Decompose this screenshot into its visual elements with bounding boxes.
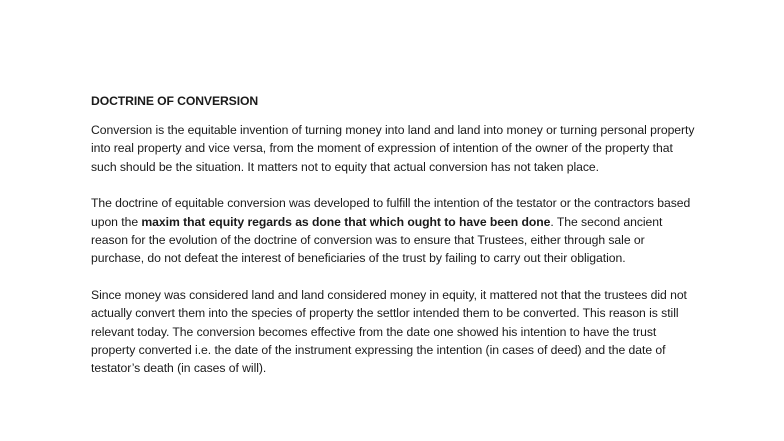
paragraph-definition: Conversion is the equitable invention of turning money into land and land into money or turning personal property into real property and vice versa, from the moment of expression of intention of the owner of the property that such should be the situation. It matters not to equity that actual conversion has not taken place. (91, 123, 695, 174)
paragraph-effect: Since money was considered land and land considered money in equity, it mattered not that the trustees did not actually convert them into the species of property the settlor intended them to be converted. This reason is still relevant today. The conversion becomes effective from the date one showed his intention to have the trust property converted i.e. the date of the instrument expressing the intention (in cases of deed) and the date of testator’s death (in cases of will). (91, 287, 687, 376)
paragraph-development-after: . The second ancient reason for the evolution of the doctrine of conversion was to ensure that Trustees, either through sale or purchase, do not defeat the interest of beneficiaries of the trust by failing to carry out their obligation. (91, 214, 663, 266)
maxim-bold-text: maxim that equity regards as done that which ought to have been done (141, 214, 551, 229)
paragraph-development (91, 194, 696, 268)
document-heading: DOCTRINE OF CONVERSION (91, 94, 259, 108)
cut-off-next-line (91, 431, 291, 441)
document-body (91, 93, 696, 396)
paragraph-development-before: The doctrine of equitable conversion was developed to fulfill the intention of the testator or the contractors based upon the (91, 196, 691, 229)
